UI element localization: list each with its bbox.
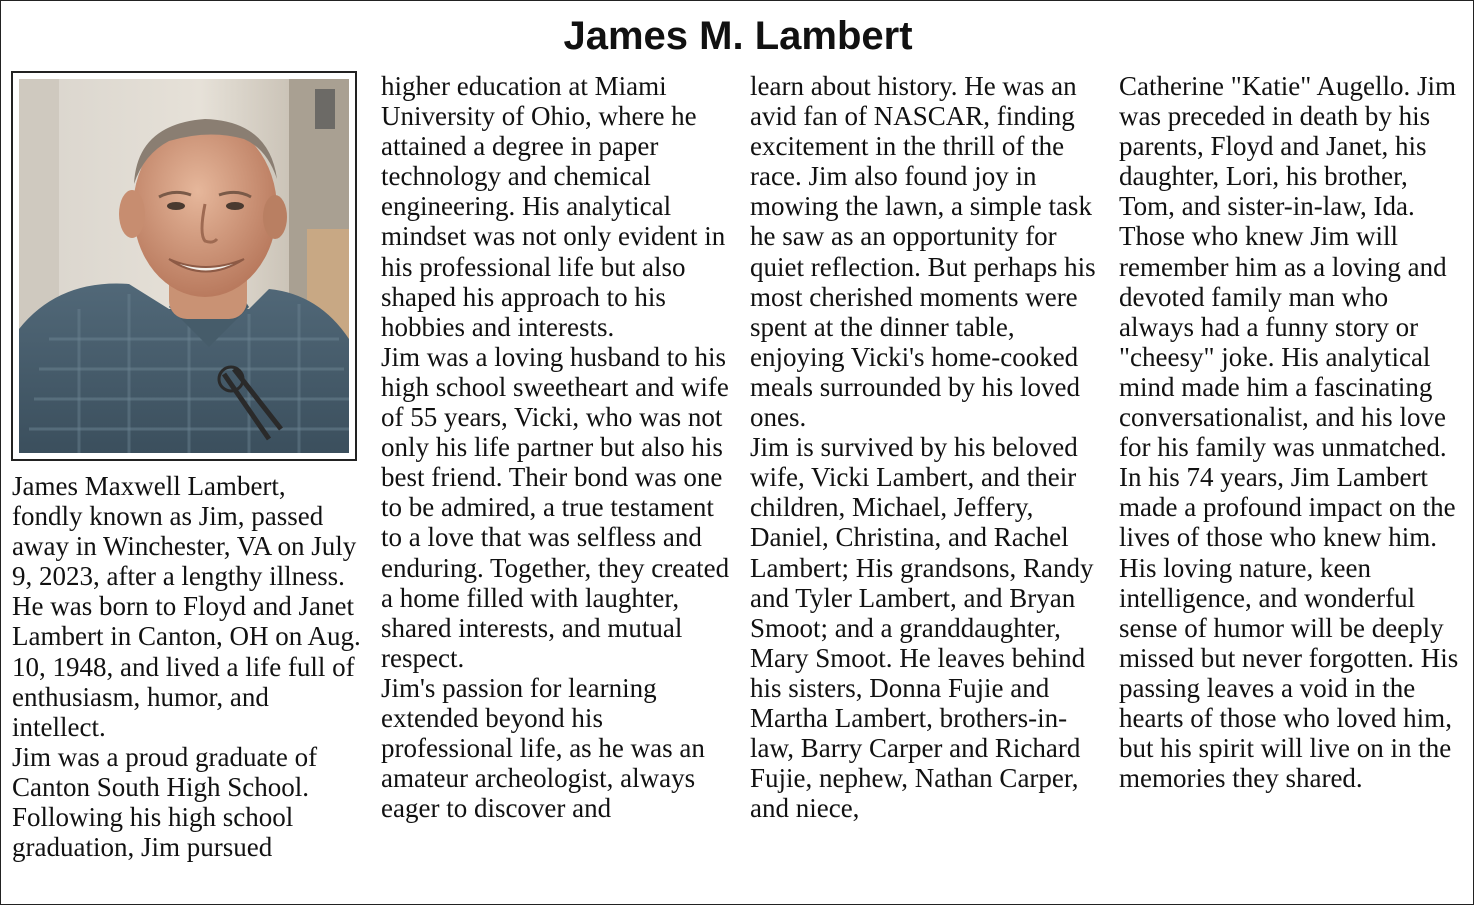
paragraph: Jim is survived by his beloved wife, Vicki Lambert, and their children, Michael, Jeffery, Daniel, Christina, and Rachel Lambert; His grandsons, Randy and Tyler Lambert, and Bryan Smoot; and a granddaughter, Mary Smoot. He leaves behind his sisters, Donna Fujie and Martha Lambert, brothers-in-law, Barry Carper and Richard Fujie, nephew, Nathan Carper, and niece, [750,432,1094,824]
column-1 [12,471,362,862]
paragraph: Those who knew Jim will remember him as a loving and devoted family man who always had a funny story or "cheesy" joke. His analytical mind made him a fascinating conversationalist, and his love for his family was unmatched. [1119,221,1447,463]
paragraph: Jim's passion for learning extended beyond his professional life, as he was an amateur archeologist, always eager to discover and [381,672,705,824]
page-title: James M. Lambert [563,14,913,58]
paragraph: James Maxwell Lambert, fondly known as Jim, passed away in Winchester, VA on July 9, 2023, after a lengthy illness. He was born to Floyd and Janet Lambert in Canton, OH on Aug. 10, 1948, and lived a life full of enthusiasm, humor, and intellect. [12,471,361,742]
paragraph: learn about history. He was an avid fan of NASCAR, finding excitement in the thrill of the race. Jim also found joy in mowing the lawn, a simple task he saw as an opportunity for quiet reflection. But perhaps his most cherished moments were spent at the dinner table, enjoying Vicki's home-cooked meals surrounded by his loved ones. [750,71,1096,433]
paragraph: higher education at Miami University of Ohio, where he attained a degree in paper technology and chemical engineering. His analytical mindset was not only evident in his professional life but also shaped his approach to his hobbies and interests. [381,71,726,342]
portrait-photo-icon [19,79,349,453]
paragraph: Jim was a loving husband to his high school sweetheart and wife of 55 years, Vicki, who was not only his life partner but also his best friend. Their bond was one to be admired, a true testament to a love that was selfless and enduring. Together, they created a home filled with laughter, shared interests, and mutual respect. [381,341,730,673]
paragraph: Jim was a proud graduate of Canton South High School. Following his high school graduation, Jim pursued [12,741,318,863]
column-2 [381,71,733,823]
column-4 [1119,71,1467,793]
paragraph: Catherine "Katie" Augello. Jim was preceded in death by his parents, Floyd and Janet, his daughter, Lori, his brother, Tom, and sister-in-law, Ida. [1119,71,1456,222]
column-3 [750,71,1102,823]
paragraph: In his 74 years, Jim Lambert made a profound impact on the lives of those who knew him. His loving nature, keen intelligence, and wonderful sense of humor will be deeply missed but never forgotten. His passing leaves a void in the hearts of those who loved him, but his spirit will live on in the memories they shared. [1119,462,1459,794]
portrait-photo [11,71,357,461]
